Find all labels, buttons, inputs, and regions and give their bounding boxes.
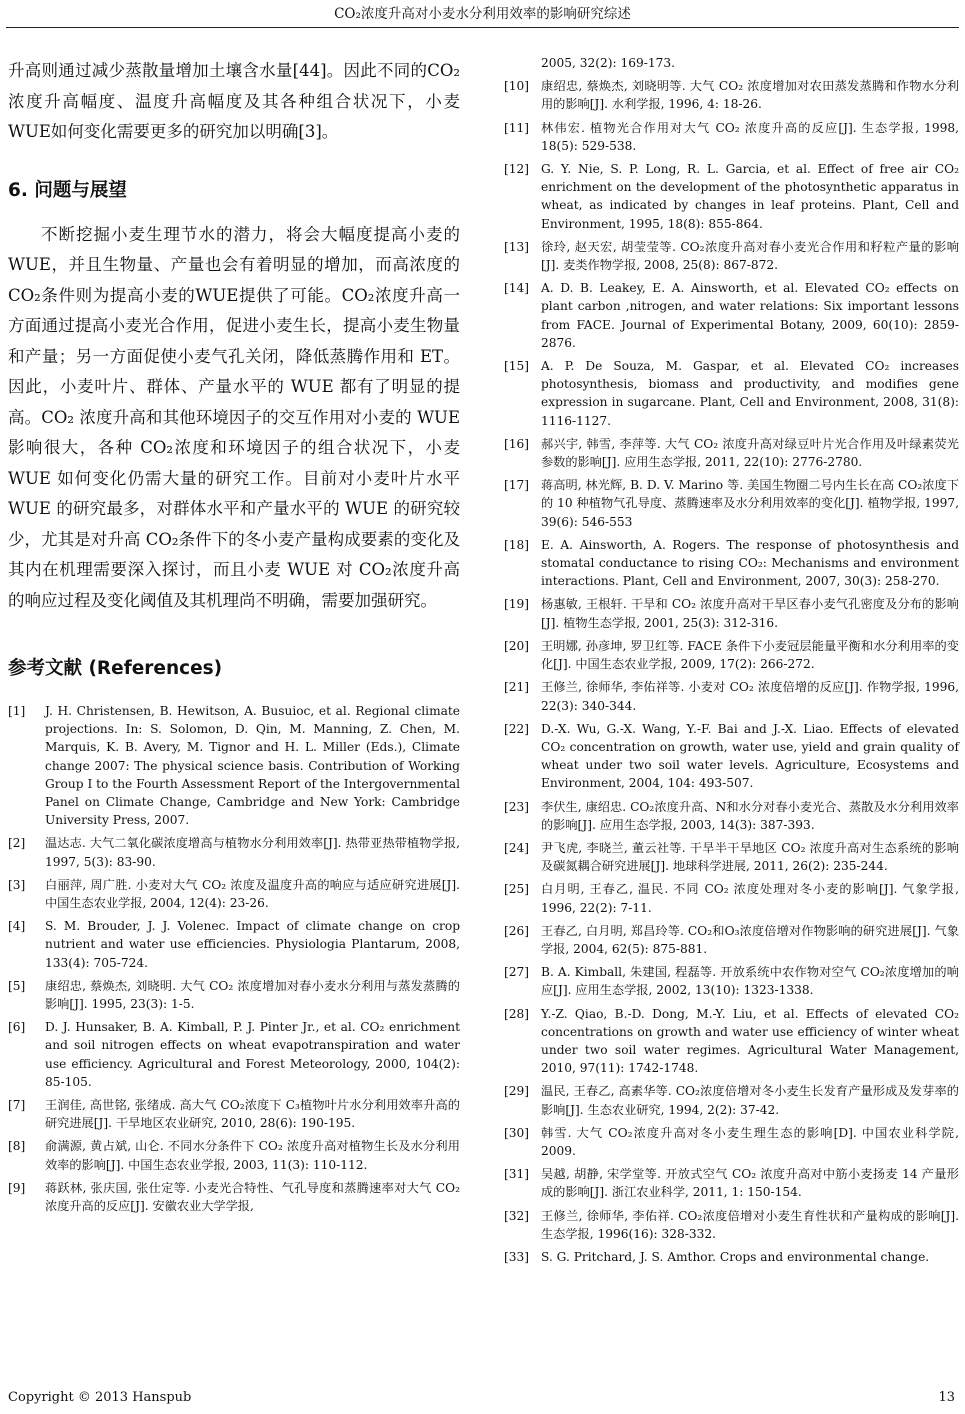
reference-number: [17] [504, 478, 530, 493]
reference-item [8, 1096, 460, 1132]
reference-item [504, 678, 959, 714]
reference-item [504, 1082, 959, 1118]
reference-item [8, 1179, 460, 1215]
reference-item [504, 720, 959, 793]
reference-number: [30] [504, 1125, 530, 1140]
reference-item [504, 1165, 959, 1201]
reference-item [504, 160, 959, 233]
reference-item [8, 702, 460, 829]
reference-item [504, 77, 959, 113]
reference-number: [27] [504, 965, 530, 980]
reference-item [8, 1137, 460, 1173]
reference-item [504, 963, 959, 999]
reference-continuation: 2005, 32(2): 169-173. [541, 56, 676, 70]
reference-text: 杨惠敏, 王根轩. 干旱和 CO₂ 浓度升高对干旱区春小麦气孔密度及分布的影响[J]. 植物生态学报, 2001, 25(3): 312-316. [541, 597, 959, 630]
reference-number: [6] [8, 1020, 26, 1035]
reference-list-left [8, 702, 460, 1215]
reference-number: [12] [504, 162, 530, 177]
reference-number: [13] [504, 239, 530, 254]
reference-number: [5] [8, 978, 26, 993]
reference-number: [11] [504, 120, 530, 135]
reference-number: [21] [504, 680, 530, 695]
reference-number: [26] [504, 923, 530, 938]
reference-item [8, 917, 460, 972]
reference-item [504, 1248, 959, 1266]
reference-number: [22] [504, 721, 530, 736]
reference-number: [4] [8, 919, 26, 934]
reference-item [504, 238, 959, 274]
reference-number: [10] [504, 79, 530, 94]
reference-text: 温达志. 大气二氧化碳浓度增高与植物水分利用效率[J]. 热带亚热带植物学报, 1997, 5(3): 83-90. [45, 836, 460, 869]
reference-number: [1] [8, 704, 26, 718]
reference-item [504, 1207, 959, 1243]
reference-number: [29] [504, 1084, 530, 1099]
reference-item [8, 977, 460, 1013]
reference-number: [16] [504, 436, 530, 451]
reference-item [504, 595, 959, 631]
reference-text: 王润佳, 高世铭, 张绪成. 高大气 CO₂浓度下 C₃植物叶片水分利用效率升高的研究进展[J]. 干旱地区农业研究, 2010, 28(6): 190-195. [45, 1098, 460, 1131]
reference-item [8, 876, 460, 912]
reference-text: 李伏生, 康绍忠. CO₂浓度升高、N和水分对春小麦光合、蒸散及水分利用效率的影响[J]. 应用生态学报, 2003, 14(3): 387-393. [541, 799, 959, 832]
reference-number: [28] [504, 1006, 530, 1021]
reference-text: 韩雪. 大气 CO₂浓度升高对冬小麦生理生态的影响[D]. 中国农业科学院, 2009. [541, 1125, 959, 1158]
reference-item [504, 798, 959, 834]
reference-text: D.-X. Wu, G.-X. Wang, Y.-F. Bai and J.-X. Liao. Effects of elevated CO₂ concentration on growth, water use, yield and grain quality of wheat under two soil water levels. Agriculture, Ecosystems and Environment, 2004, 104: 493-507. [541, 721, 959, 791]
reference-text: 康绍忠, 蔡焕杰, 刘晓明等. 大气 CO₂ 浓度增加对农田蒸发蒸腾和作物水分利用的影响[J]. 水利学报, 1996, 4: 18-26. [541, 79, 959, 112]
reference-list-right [504, 77, 959, 1266]
reference-text: 王修兰, 徐师华, 李佑祥. CO₂浓度倍增对小麦生育性状和产量构成的影响[J]. 生态学报, 1996(16): 328-332. [541, 1208, 959, 1241]
reference-item [504, 1005, 959, 1078]
left-column [8, 56, 460, 1220]
reference-item [504, 279, 959, 352]
reference-number: [14] [504, 281, 530, 296]
reference-text: 康绍忠, 蔡焕杰, 刘晓明. 大气 CO₂ 浓度增加对春小麦水分利用与蒸发蒸腾的影响[J]. 1995, 23(3): 1-5. [45, 978, 460, 1012]
footer-copyright: Copyright © 2013 Hanspub [8, 1390, 192, 1405]
right-column [504, 54, 959, 1271]
reference-number: [19] [504, 597, 530, 612]
reference-text: 蒋高明, 林光辉, B. D. V. Marino 等. 美国生物圈二号内生长在高 CO₂浓度下的 10 种植物气孔导度、蒸腾速率及水分利用效率的变化[J]. 植物学报, 1997, 39(6): 546-553 [541, 478, 959, 529]
reference-number: [20] [504, 638, 530, 653]
page-header: CO₂浓度升高对小麦水分利用效率的影响研究综述 [334, 6, 631, 22]
reference-item [8, 1018, 460, 1091]
reference-text: 林伟宏. 植物光合作用对大气 CO₂ 浓度升高的反应[J]. 生态学报, 1998, 18(5): 529-538. [541, 120, 959, 153]
reference-number: [9] [8, 1180, 26, 1195]
reference-text: 白丽萍, 周广胜. 小麦对大气 CO₂ 浓度及温度升高的响应与适应研究进展[J]. 中国生态农业学报, 2004, 12(4): 23-26. [45, 877, 460, 911]
reference-number: [31] [504, 1167, 530, 1182]
reference-text: 王修兰, 徐师华, 李佑祥等. 小麦对 CO₂ 浓度倍增的反应[J]. 作物学报, 1996, 22(3): 340-344. [541, 680, 959, 713]
reference-text: 徐玲, 赵天宏, 胡莹莹等. CO₂浓度升高对春小麦光合作用和籽粒产量的影响[J]. 麦类作物学报, 2008, 25(8): 867-872. [541, 239, 959, 273]
intro-paragraph: 升高则通过减少蒸散量增加土壤含水量[44]。因此不同的CO₂浓度升高幅度、温度升高幅度及其各种组合状况下，小麦WUE如何变化需要更多的研究加以明确[3]。 [8, 61, 460, 141]
reference-item [504, 922, 959, 958]
reference-number: [25] [504, 882, 530, 897]
reference-text: S. G. Pritchard, J. S. Amthor. Crops and environmental change. [541, 1249, 930, 1264]
reference-text: B. A. Kimball, 朱建国, 程磊等. 开放系统中农作物对空气 CO₂浓度增加的响应[J]. 应用生态学报, 2002, 13(10): 1323-1338. [541, 965, 959, 998]
reference-item [504, 1124, 959, 1160]
reference-number: [15] [504, 359, 530, 374]
reference-number: [24] [504, 840, 530, 855]
reference-text: 王明娜, 孙彦坤, 罗卫红等. FACE 条件下小麦冠层能量平衡和水分利用率的变化[J]. 中国生态农业学报, 2009, 17(2): 266-272. [541, 638, 959, 672]
reference-number: [8] [8, 1139, 26, 1154]
reference-text: S. M. Brouder, J. J. Volenec. Impact of climate change on crop nutrient and water use efficiencies. Physiologia Plantarum, 2008, 133(4): 705-724. [45, 919, 460, 970]
reference-text: Y.-Z. Qiao, B.-D. Dong, M.-Y. Liu, et al. Effects of elevated CO₂ concentrations on growth and water use efficiency of winter wheat under two soil water regimes. Agricultural Water Management, 2010, 97(11): 1742-1748. [541, 1006, 959, 1076]
reference-item [504, 880, 959, 916]
reference-number: [3] [8, 877, 26, 892]
reference-item [504, 435, 959, 471]
references-heading: 参考文献 (References) [8, 658, 223, 679]
section-heading: 6. 问题与展望 [8, 179, 127, 201]
reference-text: G. Y. Nie, S. P. Long, R. L. Garcia, et al. Effect of free air CO₂ enrichment on the development of the photosynthetic apparatus in wheat, as indicated by changes in leaf proteins. Plant, Cell and Environment, 1995, 18(8): 855-864. [541, 162, 959, 231]
reference-number: [18] [504, 537, 530, 552]
reference-item [504, 839, 959, 875]
reference-text: A. D. B. Leakey, E. A. Ainsworth, et al. Elevated CO₂ effects on plant carbon ,nitrogen, and water relations: Six important lessons from FACE. Journal of Experimental Botany, 2009, 60(10): 2859-2876. [541, 281, 959, 350]
reference-text: D. J. Hunsaker, B. A. Kimball, P. J. Pinter Jr., et al. CO₂ enrichment and soil nitrogen effects on wheat evapotranspiration and water use efficiency. Agricultural and Forest Meteorology, 2000, 104(2): 85-105. [45, 1020, 460, 1089]
reference-item [504, 119, 959, 155]
section-paragraph: 不断挖掘小麦生理节水的潜力，将会大幅度提高小麦的 WUE，并且生物量、产量也会有着明显的增加，而高浓度的CO₂条件则为提高小麦的WUE提供了可能。CO₂浓度升高一方面通过提高小麦光合作用，促进小麦生长，提高小麦生物量和产量；另一方面促使小麦气孔关闭，降低蒸腾作用和 ET。因此，小麦叶片、群体、产量水平的 WUE 都有了明显的提高。CO₂ 浓度升高和其他环境因子的交互作用对小麦的 WUE 影响很大，各种 CO₂浓度和环境因子的组合状况下，小麦 WUE 如何变化仍需大量的研究工作。目前对小麦叶片水平 WUE 的研究最多，对群体水平和产量水平的 WUE 的研究较少，尤其是对升高 CO₂条件下的冬小麦产量构成要素的变化及其内在机理需要深入探讨，而且小麦 WUE 对 CO₂浓度升高的响应过程及变化阈值及其机理尚不明确，需要加强研究。 [8, 224, 460, 610]
reference-text: 温民, 王春乙, 高素华等. CO₂浓度倍增对冬小麦生长发育产量形成及发芽率的影响[J]. 生态农业研究, 1994, 2(2): 37-42. [541, 1084, 959, 1117]
reference-text: 蒋跃林, 张庆国, 张仕定等. 小麦光合特性、气孔导度和蒸腾速率对大气 CO₂ 浓度升高的反应[J]. 安徽农业大学学报, [45, 1180, 460, 1214]
reference-item [504, 637, 959, 673]
reference-text: A. P. De Souza, M. Gaspar, et al. Elevated CO₂ increases photosynthesis, biomass and productivity, and modifies gene expression in sugarcane. Plant, Cell and Environment, 2008, 31(8): 1116-1127. [541, 359, 959, 428]
reference-text: 白月明, 王春乙, 温民. 不同 CO₂ 浓度处理对冬小麦的影响[J]. 气象学报, 1996, 22(2): 7-11. [541, 882, 959, 915]
reference-item [504, 476, 959, 531]
reference-item [504, 357, 959, 430]
reference-text: 吴越, 胡静, 宋学堂等. 开放式空气 CO₂ 浓度升高对中筋小麦扬麦 14 产量形成的影响[J]. 浙江农业科学, 2011, 1: 150-154. [541, 1167, 959, 1200]
reference-text: E. A. Ainsworth, A. Rogers. The response of photosynthesis and stomatal conductance to rising CO₂: Mechanisms and environment interactions. Plant, Cell and Environment, 2007, 30(3): 258-270. [541, 537, 959, 589]
reference-number: [32] [504, 1208, 530, 1223]
page-number: 13 [938, 1390, 955, 1405]
reference-text: J. H. Christensen, B. Hewitson, A. Busuioc, et al. Regional climate projections. In: S. Solomon, D. Qin, M. Manning, Z. Chen, M. Marquis, K. B. Avery, M. Tignor and H. L. Miller (Eds.), Climate change 2007: The physical science basis. Contribution of Working Group I to the Fourth Assessment Report of the Intergovernmental Panel on Climate Change, Cambridge and New York: Cambridge University Press, 2007. [45, 704, 460, 828]
reference-number: [2] [8, 836, 26, 851]
reference-text: 尹飞虎, 李晓兰, 董云社等. 干旱半干旱地区 CO₂ 浓度升高对生态系统的影响及碳氮耦合研究进展[J]. 地球科学进展, 2011, 26(2): 235-244. [541, 840, 959, 874]
reference-number: [7] [8, 1098, 26, 1113]
reference-text: 郝兴宇, 韩雪, 李萍等. 大气 CO₂ 浓度升高对绿豆叶片光合作用及叶绿素荧光参数的影响[J]. 应用生态学报, 2011, 22(10): 2776-2780. [541, 436, 959, 470]
reference-item [8, 834, 460, 870]
reference-item [504, 536, 959, 591]
header-divider [6, 27, 959, 28]
reference-text: 俞满源, 黄占斌, 山仑. 不同水分条件下 CO₂ 浓度升高对植物生长及水分利用效率的影响[J]. 中国生态农业学报, 2003, 11(3): 110-112. [45, 1139, 460, 1172]
reference-text: 王春乙, 白月明, 郑昌玲等. CO₂和O₃浓度倍增对作物影响的研究进展[J]. 气象学报, 2004, 62(5): 875-881. [541, 923, 959, 956]
reference-number: [33] [504, 1249, 530, 1264]
reference-number: [23] [504, 799, 530, 814]
